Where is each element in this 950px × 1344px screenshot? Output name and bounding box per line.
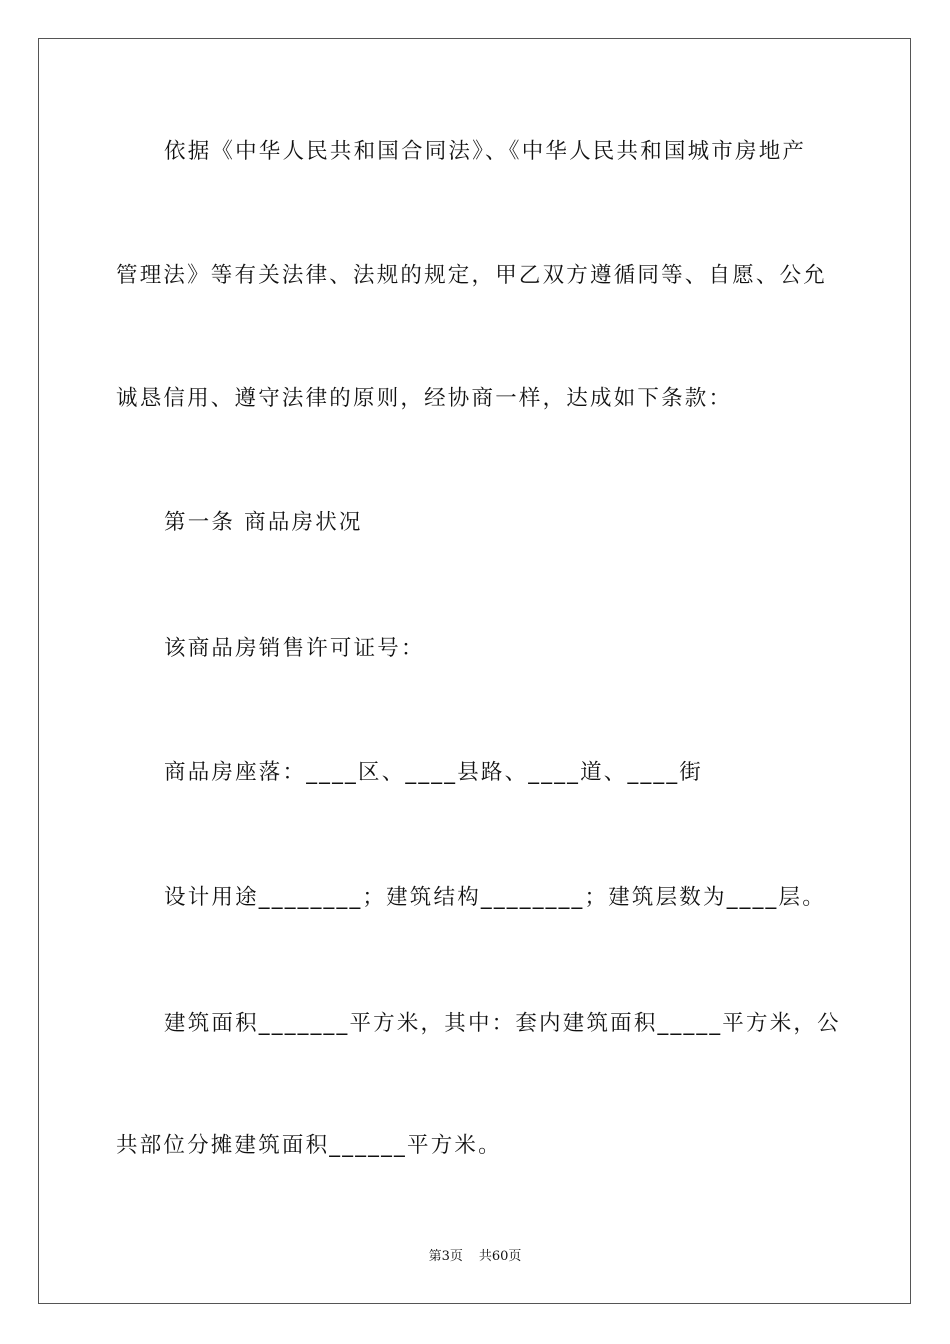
permit-number-line: 该商品房销售许可证号：: [164, 636, 425, 661]
page-footer: [0, 1247, 950, 1267]
location-line: 商品房座落：____区、____县路、____道、____街: [164, 760, 704, 785]
design-use-line: 设计用途________；建筑结构________；建筑层数为____层。: [164, 885, 826, 910]
area-line-2: 共部位分摊建筑面积______平方米。: [116, 1133, 502, 1158]
page-border: [38, 38, 911, 1304]
area-line-1: 建筑面积_______平方米，其中：套内建筑面积_____平方米，公: [164, 1011, 841, 1036]
page-number-total: 共60页: [478, 1249, 522, 1264]
page-number-current: 第3页: [428, 1249, 463, 1264]
paragraph-line-3: 诚恳信用、遵守法律的原则，经协商一样，达成如下条款：: [116, 386, 733, 411]
paragraph-line-2: 管理法》等有关法律、法规的规定，甲乙双方遵循同等、自愿、公允: [116, 263, 828, 288]
paragraph-line-1: 依据《中华人民共和国合同法》、《中华人民共和国城市房地产: [164, 139, 807, 164]
section-heading: 第一条 商品房状况: [164, 510, 363, 535]
